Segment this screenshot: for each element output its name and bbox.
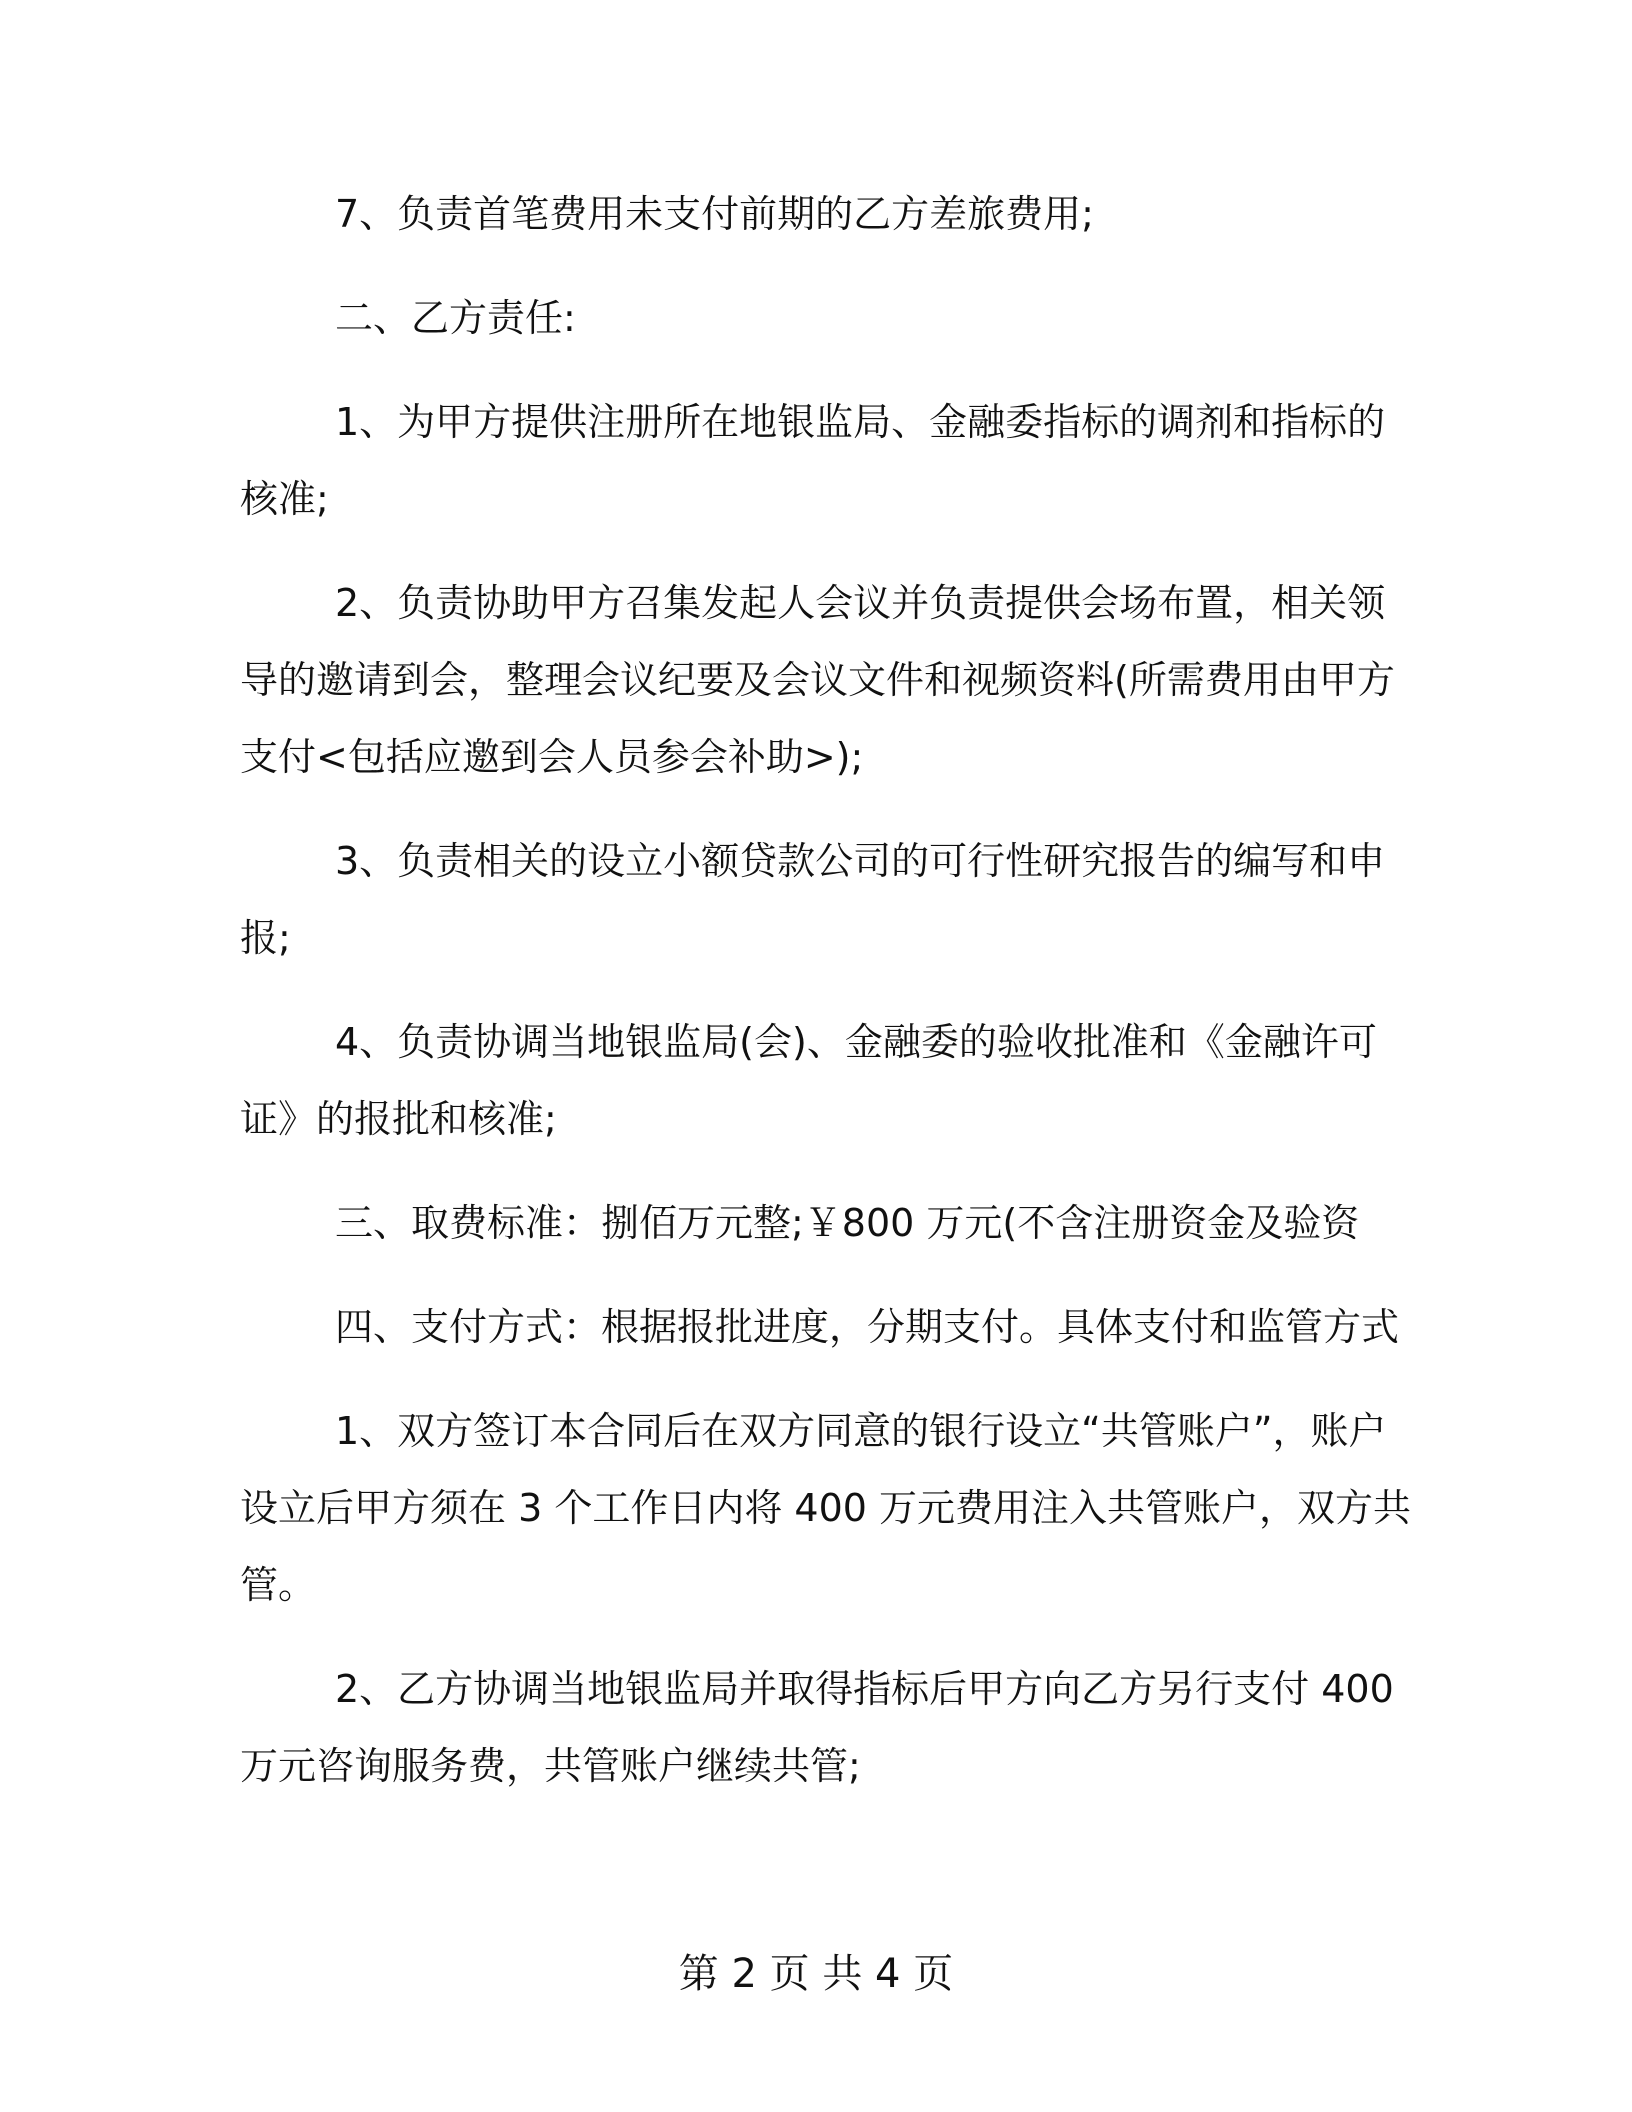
paragraph-fee-standard: 三、取费标准：捌佰万元整;￥800 万元(不含注册资金及验资	[335, 1201, 1360, 1245]
page-number-footer: 第 2 页 共 4 页	[678, 1951, 954, 1997]
paragraph-quota-adjustment: 1、为甲方提供注册所在地银监局、金融委指标的调剂和指标的核准;	[240, 400, 1386, 521]
paragraph-payment-method: 四、支付方式：根据报批进度，分期支付。具体支付和监管方式	[335, 1305, 1400, 1349]
paragraph-travel-expenses: 7、负责首笔费用未支付前期的乙方差旅费用;	[335, 192, 1094, 236]
heading-party-b-responsibilities: 二、乙方责任:	[335, 296, 576, 340]
paragraph-sponsor-meeting: 2、负责协助甲方召集发起人会议并负责提供会场布置，相关领导的邀请到会，整理会议纪要及会议文件和视频资料(所需费用由甲方支付<包括应邀到会人员参会补助>);	[240, 581, 1395, 779]
paragraph-feasibility-report: 3、负责相关的设立小额贷款公司的可行性研究报告的编写和申报;	[240, 839, 1386, 960]
document-body	[240, 176, 1420, 1832]
paragraph-license-approval: 4、负责协调当地银监局(会)、金融委的验收批准和《金融许可证》的报批和核准;	[240, 1020, 1377, 1141]
paragraph-second-payment: 2、乙方协调当地银监局并取得指标后甲方向乙方另行支付 400 万元咨询服务费，共管账户继续共管;	[240, 1667, 1406, 1788]
paragraph-joint-account: 1、双方签订本合同后在双方同意的银行设立“共管账户”，账户设立后甲方须在 3 个工作日内将 400 万元费用注入共管账户，双方共管。	[240, 1409, 1412, 1607]
